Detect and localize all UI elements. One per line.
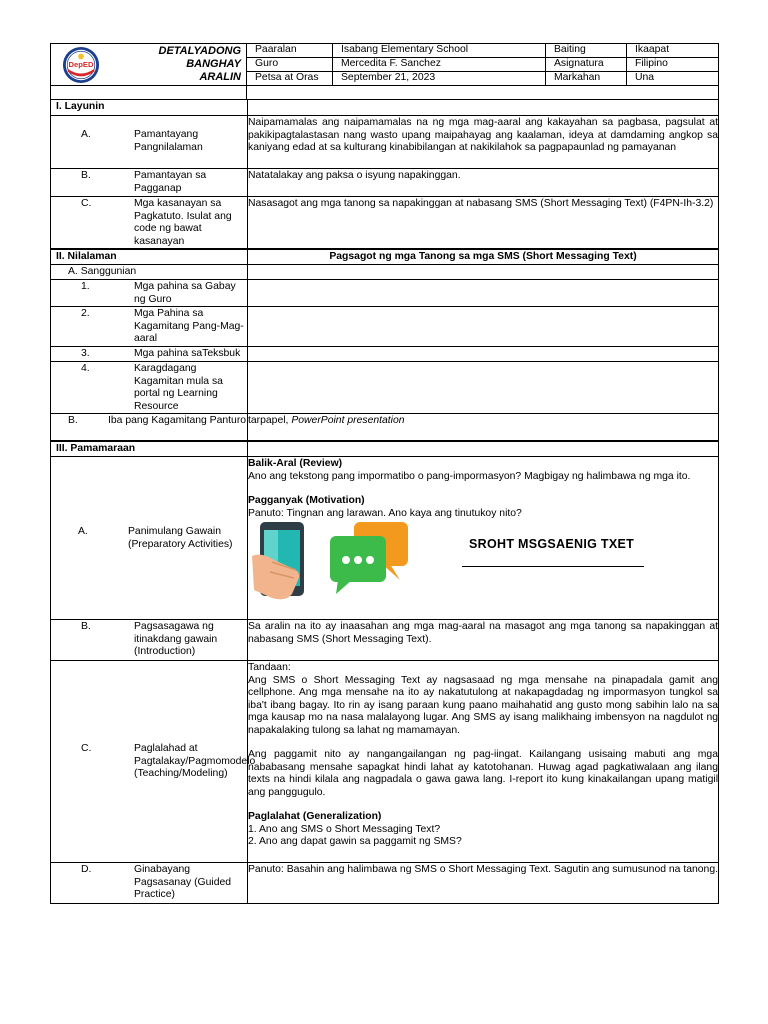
- label-guro: Guro: [247, 58, 333, 72]
- value-baiting: Ikaapat: [627, 44, 719, 58]
- value-guro: Mercedita F. Sanchez: [333, 58, 546, 72]
- pamantayan-pagganap-text: Natatalakay ang paksa o isyung napakinggan.: [248, 169, 719, 197]
- sanggunian-item: 1. Mga pahina sa Gabay ng Guro: [51, 280, 248, 307]
- value-asignatura: Filipino: [627, 58, 719, 72]
- motivation-text: Panuto: Tingnan ang larawan. Ano kaya ang tinutukoy nito?: [248, 507, 522, 519]
- sanggunian-item: 2. Mga Pahina sa Kagamitang Pang-Mag-aaral: [51, 307, 248, 347]
- section-nilalaman: II. Nilalaman: [51, 249, 248, 265]
- generalization-title: Paglalahat (Generalization): [248, 811, 382, 822]
- label-paaralan: Paaralan: [247, 44, 333, 58]
- paglalahad-paragraph-2: Ang paggamit nito ay nangangailangan ng pag-iingat. Kailangang usisaing mabuti ang mga nababasang mensahe sapagkat hindi lahat ay katotohanan. Huwag agad pagkatiwalaan ang ilang texts na hindi kilala ang nagpadala o gawa gawa lang. I-report ito kung kinakailangan upang matigil ang panggugulo.: [248, 749, 718, 798]
- generalization-question-2: 2. Ano ang dapat gawin sa paggamit ng SMS?: [248, 836, 462, 847]
- lesson-plan-page: [50, 43, 718, 904]
- value-paaralan: Isabang Elementary School: [333, 44, 546, 58]
- pagsasagawa-text: Sa aralin na ito ay inaasahan ang mga mag-aaral na masagot ang mga tanong sa napakinggan at nabasang SMS (Short Messaging Text).: [248, 620, 719, 661]
- paglalahad-label: C. Paglalahad at Pagtalakay/Pagmomodelo (Teaching/Modeling): [51, 661, 248, 863]
- row-label-pamantayan-pagganap: B. Pamantayan sa Pagganap: [51, 169, 248, 197]
- label-baiting: Baiting: [546, 44, 627, 58]
- label-petsa: Petsa at Oras: [247, 72, 333, 86]
- label-markahan: Markahan: [546, 72, 627, 86]
- ginabayang-pagsasanay-label: D. Ginabayang Pagsasanay (Guided Practice): [51, 863, 248, 904]
- sanggunian-heading: A. Sanggunian: [51, 265, 248, 280]
- label-asignatura: Asignatura: [546, 58, 627, 72]
- motivation-title: Pagganyak (Motivation): [248, 495, 365, 506]
- header-table: [50, 43, 719, 100]
- section-layunin: I. Layunin: [51, 100, 248, 116]
- lesson-table: [50, 99, 719, 904]
- phone-in-hand-icon: [252, 520, 314, 602]
- sanggunian-item: 3. Mga pahina saTeksbuk: [51, 347, 248, 362]
- deped-seal-icon: [62, 46, 100, 84]
- value-petsa: September 21, 2023: [333, 72, 546, 86]
- kasanayan-text: Nasasagot ang mga tanong sa napakinggan at nabasang SMS (Short Messaging Text) (F4PN-Ih-3.2): [248, 197, 719, 250]
- title-cell: [51, 44, 247, 86]
- panimulang-gawain-label: A. Panimulang Gawain (Preparatory Activities): [51, 457, 248, 620]
- row-label-pamantayang-pangnilalaman: A. Pamantayang Pangnilalaman: [51, 116, 248, 169]
- generalization-question-1: 1. Ano ang SMS o Short Messaging Text?: [248, 823, 441, 835]
- ginabayang-pagsasanay-text: Panuto: Basahin ang halimbawa ng SMS o Short Messaging Text. Sagutin ang sumusunod na tanong.: [248, 863, 719, 904]
- row-label-kasanayan: C. Mga kasanayan sa Pagkatuto. Isulat ang code ng bawat kasanayan: [51, 197, 248, 250]
- topic-text: Pagsagot ng mga Tanong sa mga SMS (Short Messaging Text): [248, 249, 719, 265]
- scrambled-word: SROHT MSGSAENIG TXET: [469, 537, 635, 551]
- iba-pang-kagamitan-text: tarpapel, PowerPoint presentation: [248, 414, 719, 442]
- section-pamamaraan: III. Pamamaraan: [51, 441, 248, 457]
- chat-bubbles-icon: [328, 520, 412, 596]
- iba-pang-kagamitan-label: B. Iba pang Kagamitang Panturo: [51, 414, 248, 442]
- pamantayang-pangnilalaman-text: Naipamamalas ang naipamamalas na ng mga mag-aaral ang kakayahan sa pagbasa, pagsulat at pakikipagtalastasan nang wasto upang maipahayag ang kaalaman, ideya at damdaming angkop sa kaniyang edad at sa kulturang kinabibilangan at nakikilahok sa pagpapaunlad ng pamayanan: [248, 116, 719, 169]
- logo-text: DepED: [68, 59, 94, 69]
- answer-line: [462, 566, 644, 567]
- paglalahad-paragraph-1: Ang SMS o Short Messaging Text ay nagsasaad ng mga mensahe na pinapadala gamit ang cellphone. Ang mga mensahe na ito ay nakatutulong at nakapagdadag ng impormasyon tungkol sa iba't ibang bagay. Ito rin ay isang paraan kung paano maihahatid ang gusto mong sabihin lalo na sa mga kausap mo na nasa malalayong lugar. Ang SMS ay isang malikhaing imbensyon na nagdulot ng napakalaking tulong sa lahat ng mamamayan.: [248, 674, 718, 736]
- paglalahad-content: [248, 661, 719, 863]
- review-title: Balik-Aral (Review): [248, 458, 343, 469]
- panimulang-gawain-content: [248, 457, 719, 620]
- review-text: Ano ang tekstong pang impormatibo o pang-impormasyon? Magbigay ng halimbawa ng mga ito.: [248, 470, 691, 482]
- sanggunian-item: 4. Karagdagang Kagamitan mula sa portal ng Learning Resource: [51, 362, 248, 414]
- motivation-illustration: [248, 520, 718, 604]
- value-markahan: Una: [627, 72, 719, 86]
- document-title: DETALYADONG BANGHAY ARALIN: [158, 45, 241, 83]
- pagsasagawa-label: B. Pagsasagawa ng itinakdang gawain (Introduction): [51, 620, 248, 661]
- tandaan-label: Tandaan:: [248, 662, 291, 673]
